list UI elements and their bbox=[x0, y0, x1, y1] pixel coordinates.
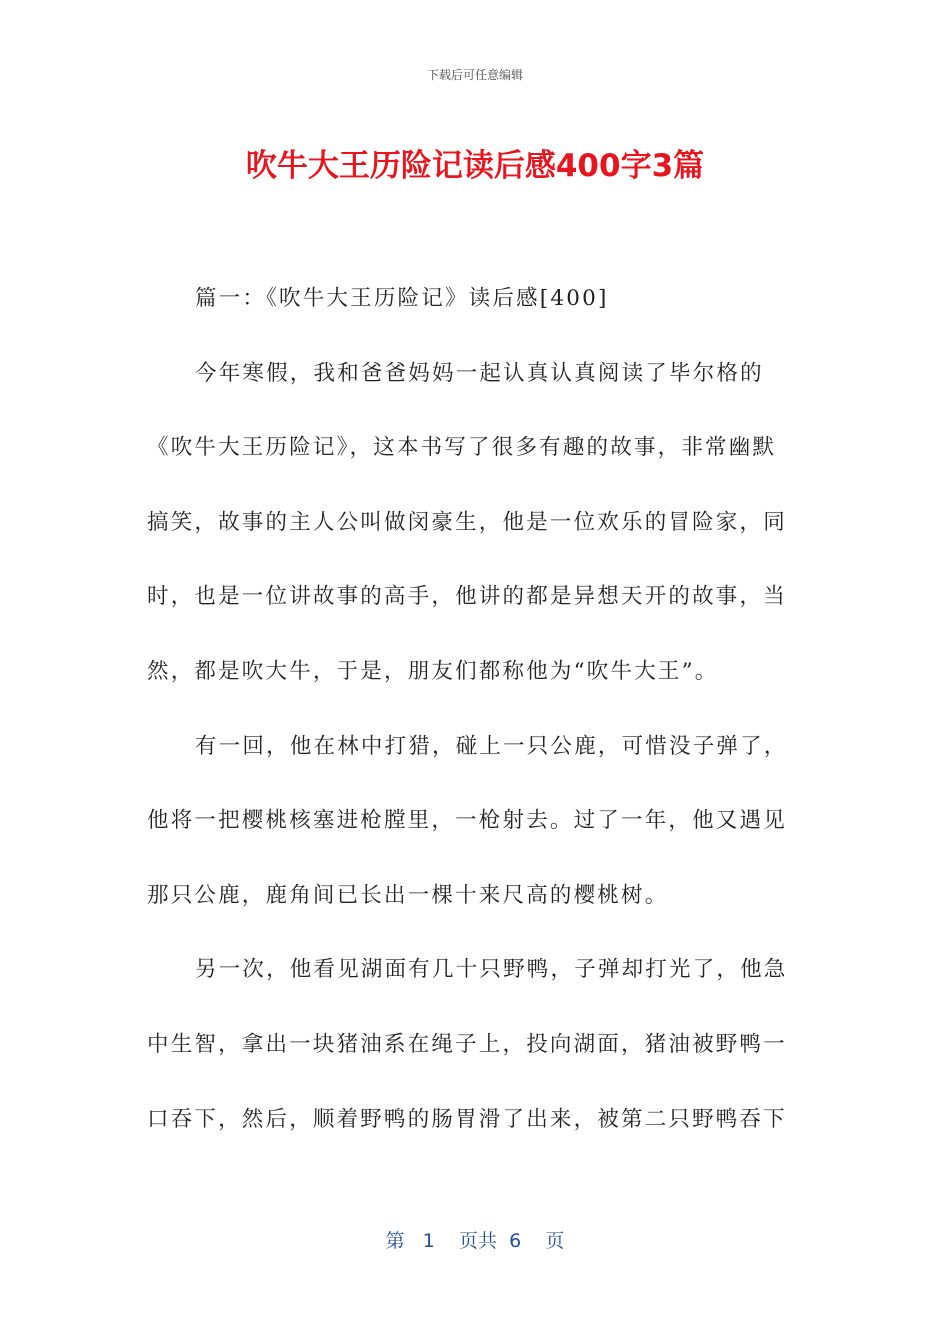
header-note: 下载后可任意编辑 bbox=[426, 68, 523, 82]
paragraph: 有一回，他在林中打猎，碰上一只公鹿，可惜没子弹了，他将一把樱桃核塞进枪膛里，一枪射去。过了一年，他又遇见那只公鹿，鹿角间已长出一棵十来尺高的樱桃树。 bbox=[147, 733, 788, 908]
total-pages-number: 6 bbox=[509, 1230, 522, 1252]
page-label-prefix: 第 bbox=[385, 1230, 405, 1252]
document-title: 吹牛大王历险记读后感400字3篇 bbox=[245, 148, 705, 184]
section-heading: 篇一：《吹牛大王历险记》读后感[400] bbox=[195, 286, 609, 311]
paragraph: 另一次，他看见湖面有几十只野鸭，子弹却打光了，他急中生智，拿出一块猪油系在绳子上，投向湖面，猪油被野鸭一口吞下，然后，顺着野鸭的肠胃滑了出来，被第二只野鸭吞下 bbox=[147, 957, 788, 1132]
page-label-middle: 页共 bbox=[459, 1230, 498, 1252]
page-label-suffix: 页 bbox=[545, 1230, 565, 1252]
current-page-number: 1 bbox=[422, 1230, 435, 1252]
paragraph: 今年寒假，我和爸爸妈妈一起认真认真阅读了毕尔格的《吹牛大王历险记》，这本书写了很多有趣的故事，非常幽默搞笑，故事的主人公叫做闵豪生，他是一位欢乐的冒险家，同时，也是一位讲故事的高手，他讲的都是异想天开的故事，当然，都是吹大牛，于是，朋友们都称他为“吹牛大王”。 bbox=[147, 360, 787, 684]
document-body bbox=[147, 262, 797, 1157]
page-footer bbox=[0, 1226, 950, 1253]
